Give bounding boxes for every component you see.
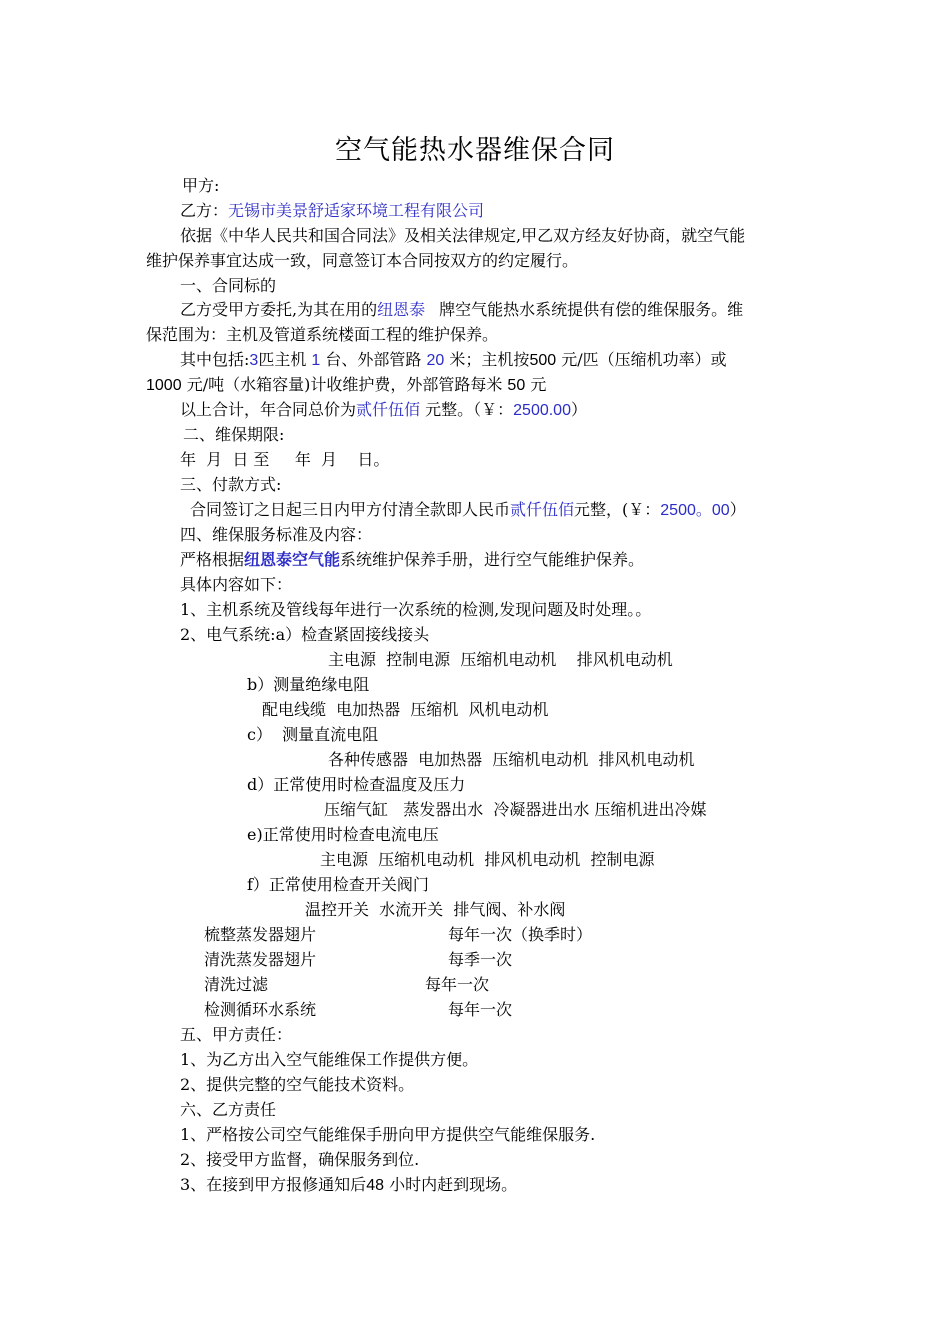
s1-p3-b: 匹主机	[258, 350, 307, 369]
s4-p1-a: 严格根据	[180, 550, 245, 569]
section-1-para-1	[180, 299, 743, 321]
s1-p4-b: 元	[530, 375, 547, 394]
item-2: 2、电气系统:a）检查紧固接线接头	[180, 625, 430, 644]
s1-p1-text-b: 牌空气能热水系统提供有偿的维保服务。维	[439, 300, 744, 319]
section-5-heading: 五、甲方责任：	[180, 1025, 293, 1044]
payment-amount-dot: 。	[695, 500, 712, 519]
pipe-length-value: 20	[426, 352, 445, 369]
s1-p4-a: 元/吨（水箱容量)计收维护费，外部管路每米	[186, 375, 503, 394]
section-1-heading: 一、合同标的	[180, 276, 277, 295]
schedule-freq: 每年一次	[425, 975, 490, 994]
item-2d-list: 压缩气缸 蒸发器出水 冷凝器进出水 压缩机进出冷媒	[324, 800, 707, 819]
schedule-freq: 每年一次（换季时）	[448, 925, 593, 944]
payment-amount-dec: 00	[711, 502, 730, 519]
party-a-duty-1: 1、为乙方出入空气能维保工作提供方便。	[180, 1050, 479, 1069]
response-hours: 48	[366, 1177, 384, 1194]
party-b-line	[180, 200, 484, 222]
maintenance-period: 年 月 日 至 年 月 日。	[180, 450, 390, 469]
s1-p5-c: ）	[570, 400, 587, 419]
item-2e-list: 主电源 压缩机电动机 排风机电动机 控制电源	[320, 850, 655, 869]
section-1-total	[180, 399, 587, 422]
s1-p3-c: 台、外部管路	[325, 350, 422, 369]
item-2f-list: 温控开关 水流开关 排气阀、补水阀	[305, 900, 566, 919]
section-2-heading: 二、维保期限:	[183, 425, 285, 444]
section-3-heading: 三、付款方式:	[180, 475, 282, 494]
party-b-duty-2: 2、接受甲方监督，确保服务到位.	[180, 1150, 420, 1169]
horsepower-value: 3	[249, 352, 259, 369]
brand-name: 纽恩泰	[377, 300, 426, 319]
party-a-label: 甲方:	[182, 176, 220, 195]
item-2f: f）正常使用检查开关阀门	[247, 875, 429, 894]
schedule-task: 清洗过滤	[204, 975, 269, 994]
price-per-hp: 500	[529, 352, 557, 369]
item-2b-list: 配电线缆 电加热器 压缩机 风机电动机	[262, 700, 549, 719]
intro-line-1: 依据《中华人民共和国合同法》及相关法律规定,甲乙双方经友好协商，就空气能	[180, 226, 746, 245]
party-b-duty-1: 1、严格按公司空气能维保手册向甲方提供空气能维保服务.	[180, 1125, 596, 1144]
total-amount-number: 2500.00	[513, 402, 571, 419]
total-amount-words: 贰仟伍佰	[356, 400, 421, 419]
price-per-meter: 50	[507, 377, 526, 394]
schedule-freq: 每年一次	[448, 1000, 513, 1019]
section-4-para-2: 具体内容如下：	[180, 575, 293, 594]
s6-i3-a: 3、在接到甲方报修通知后	[180, 1175, 367, 1194]
item-2b: b）测量绝缘电阻	[247, 675, 370, 694]
schedule-task: 清洗蒸发器翅片	[204, 950, 317, 969]
s1-p3-d: 米；主机按	[449, 350, 530, 369]
s4-p1-b: 系统维护保养手册，进行空气能维护保养。	[340, 550, 645, 569]
intro-line-2: 维护保养事宜达成一致，同意签订本合同按双方的约定履行。	[146, 251, 579, 270]
payment-amount-int: 2500	[660, 502, 696, 519]
document-title: 空气能热水器维保合同	[335, 135, 615, 166]
party-b-name: 无锡市美景舒适家环境工程有限公司	[228, 201, 485, 220]
payment-terms	[190, 499, 746, 522]
section-4-para-1	[180, 549, 644, 571]
section-4-heading: 四、维保服务标准及内容：	[180, 525, 373, 544]
item-2e: e)正常使用时检查电流电压	[247, 825, 439, 844]
party-a-duty-2: 2、提供完整的空气能技术资料。	[180, 1075, 415, 1094]
section-1-para-4	[146, 374, 546, 397]
section-1-para-2: 保范围为：主机及管道系统楼面工程的维护保养。	[146, 325, 499, 344]
s6-i3-b: 小时内赶到现场。	[389, 1175, 518, 1194]
s3-p1-c: ）	[729, 500, 746, 519]
s1-p5-a: 以上合计，年合同总价为	[180, 400, 357, 419]
item-2d: d）正常使用时检查温度及压力	[247, 775, 466, 794]
brand-bold: 纽恩泰空气能	[244, 550, 341, 569]
unit-count-value: 1	[311, 352, 321, 369]
item-2c-list: 各种传感器 电加热器 压缩机电动机 排风机电动机	[328, 750, 695, 769]
schedule-task: 检测循环水系统	[204, 1000, 317, 1019]
s1-p3-a: 其中包括:	[180, 350, 250, 369]
item-2c: c） 测量直流电阻	[247, 725, 379, 744]
s3-p1-a: 合同签订之日起三日内甲方付清全款即人民币	[190, 500, 511, 519]
s3-p1-b: 元整，(￥：	[574, 500, 661, 519]
schedule-freq: 每季一次	[448, 950, 513, 969]
item-1: 1、主机系统及管线每年进行一次系统的检测,发现问题及时处理。。	[180, 600, 652, 619]
s1-p1-text-a: 乙方受甲方委托,为其在用的	[180, 300, 378, 319]
price-per-ton: 1000	[146, 377, 182, 394]
party-b-label: 乙方：	[180, 201, 229, 220]
section-1-para-3	[180, 349, 727, 372]
section-6-heading: 六、乙方责任	[180, 1100, 277, 1119]
s1-p3-e: 元/匹（压缩机功率）或	[561, 350, 727, 369]
payment-amount-words: 贰仟伍佰	[510, 500, 575, 519]
party-b-duty-3	[180, 1174, 517, 1197]
s1-p5-b: 元整。（￥：	[425, 400, 514, 419]
item-2a-list: 主电源 控制电源 压缩机电动机 排风机电动机	[328, 650, 673, 669]
schedule-task: 梳整蒸发器翅片	[204, 925, 317, 944]
